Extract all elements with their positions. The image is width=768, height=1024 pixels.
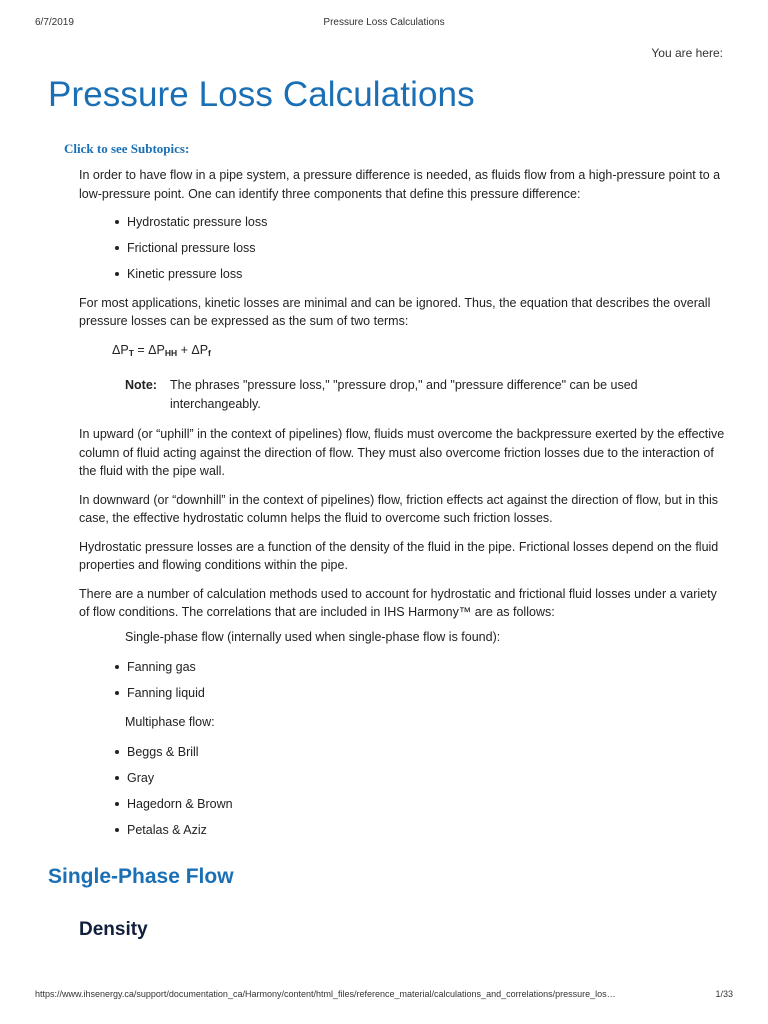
multiphase-label: Multiphase flow: bbox=[125, 714, 215, 729]
print-footer bbox=[0, 989, 768, 1003]
note-box bbox=[125, 376, 729, 413]
hydrostatic-paragraph: Hydrostatic pressure losses are a function of the density of the fluid in the pipe. Frictional losses depend on the fluid properties and flowing conditions within the pipe. bbox=[79, 539, 719, 572]
print-header bbox=[0, 17, 768, 31]
subtopics-link[interactable]: Click to see Subtopics: bbox=[64, 141, 190, 156]
equation-term-1-sub: HH bbox=[164, 347, 178, 358]
list-item: Fanning gas bbox=[127, 658, 729, 677]
note-label: Note: bbox=[125, 378, 157, 392]
note-text: The phrases "pressure loss," "pressure drop," and "pressure difference" can be used interchangeably. bbox=[170, 378, 638, 411]
main-content bbox=[79, 166, 729, 850]
page-number: 1/33 bbox=[715, 989, 733, 999]
print-date: 6/7/2019 bbox=[35, 17, 74, 28]
components-list bbox=[127, 213, 729, 284]
section-heading: Single-Phase Flow bbox=[48, 865, 234, 888]
breadcrumb: You are here: bbox=[651, 46, 723, 60]
page-title: Pressure Loss Calculations bbox=[48, 75, 475, 114]
equation-term-2: ΔP bbox=[191, 342, 209, 357]
list-item: Petalas & Aziz bbox=[127, 821, 729, 840]
equation-plus: + bbox=[177, 342, 192, 357]
kinetic-paragraph: For most applications, kinetic losses are minimal and can be ignored. Thus, the equation that describes the overall pressure losses can be expressed as the sum of two terms: bbox=[79, 295, 711, 328]
intro-paragraph: In order to have flow in a pipe system, a pressure difference is needed, as fluids flow from a high-pressure point to a low-pressure point. One can identify three components that define this pressure difference: bbox=[79, 168, 721, 201]
list-item: Frictional pressure loss bbox=[127, 239, 729, 258]
list-item: Kinetic pressure loss bbox=[127, 265, 729, 284]
single-phase-label: Single-phase flow (internally used when single-phase flow is found): bbox=[125, 629, 501, 644]
multiphase-list bbox=[127, 743, 729, 840]
methods-paragraph: There are a number of calculation methods used to account for hydrostatic and frictional fluid losses under a variety of flow conditions. The correlations that are included in IHS Harmony™ are as follows: bbox=[79, 586, 717, 619]
equation-term-2-sub: f bbox=[208, 347, 211, 358]
list-item: Hagedorn & Brown bbox=[127, 795, 729, 814]
equation-term-1: ΔP bbox=[148, 342, 165, 357]
equation-lhs: ΔP bbox=[112, 342, 129, 357]
list-item: Hydrostatic pressure loss bbox=[127, 213, 729, 232]
list-item: Gray bbox=[127, 769, 729, 788]
equation-lhs-sub: T bbox=[128, 347, 134, 358]
downward-flow-paragraph: In downward (or “downhill” in the context of pipelines) flow, friction effects act against the direction of flow, but in this case, the effective hydrostatic column helps the fluid to overcome such friction losses. bbox=[79, 492, 718, 525]
pressure-equation bbox=[112, 341, 729, 363]
subsection-heading: Density bbox=[79, 919, 148, 940]
list-item: Fanning liquid bbox=[127, 684, 729, 703]
print-url: https://www.ihsenergy.ca/support/documentation_ca/Harmony/content/html_files/reference_material/calculations_and_correlations/pressure_los… bbox=[35, 989, 616, 999]
list-item: Beggs & Brill bbox=[127, 743, 729, 762]
single-phase-list bbox=[127, 658, 729, 703]
upward-flow-paragraph: In upward (or “uphill” in the context of pipelines) flow, fluids must overcome the backpressure exerted by the effective column of fluid acting against the direction of flow. They must also overcome friction losses due to the interaction of the fluid with the pipe wall. bbox=[79, 427, 725, 478]
equation-equals: = bbox=[133, 342, 149, 357]
print-title: Pressure Loss Calculations bbox=[323, 17, 445, 28]
